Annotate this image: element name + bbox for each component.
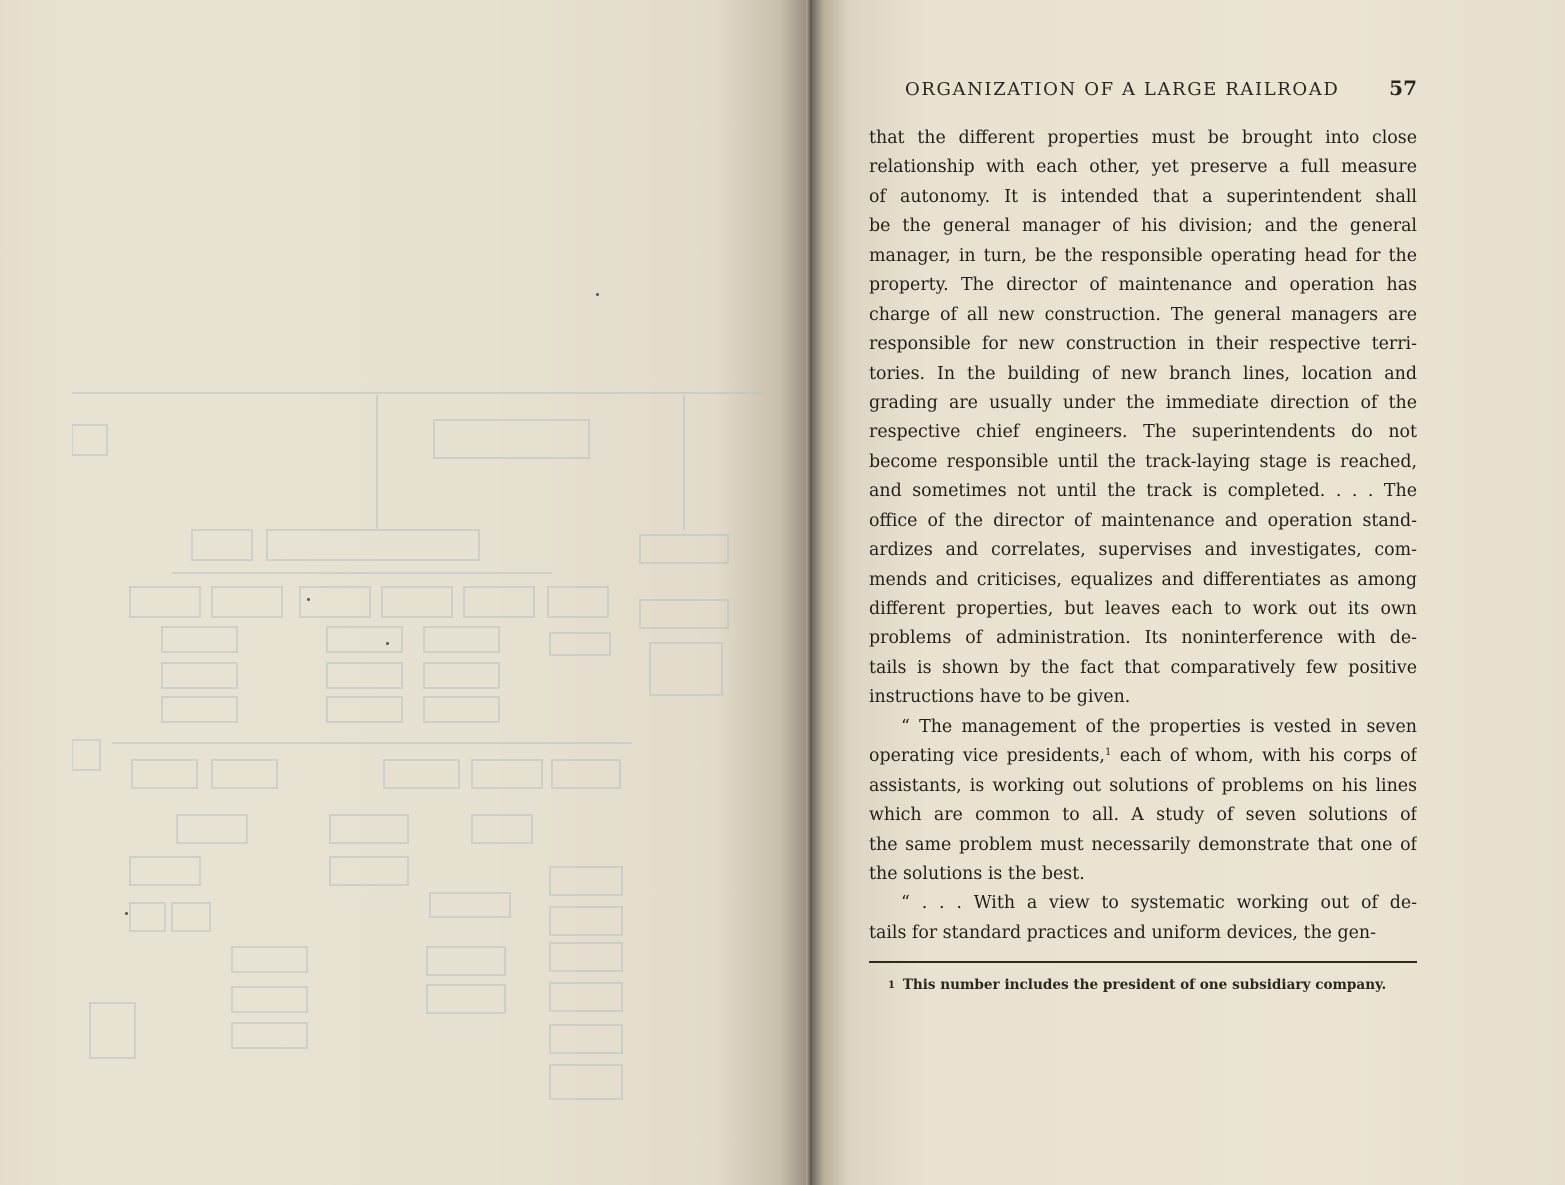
text-line: tails is shown by the fact that comparatively few positive — [869, 657, 1417, 678]
text-line: office of the director of maintenance and operation stand- — [869, 510, 1417, 531]
footnote — [888, 977, 1418, 993]
text-line: “ . . . With a view to systematic working out of de- — [901, 893, 1417, 914]
text-line: tails for standard practices and uniform devices, the gen- — [869, 922, 1376, 943]
text-line: of autonomy. It is intended that a superintendent shall — [869, 186, 1417, 207]
show-through-org-chart — [72, 375, 762, 1115]
running-head — [905, 76, 1417, 102]
text-line: “ The management of the properties is vested in seven — [901, 716, 1417, 737]
footnote-reference: 1 — [1104, 747, 1112, 759]
text-line: charge of all new construction. The general managers are — [869, 304, 1417, 325]
page-number: 57 — [1389, 76, 1417, 100]
running-head-title: ORGANIZATION OF A LARGE RAILROAD — [905, 79, 1340, 100]
text-line: respective chief engineers. The superintendents do not — [869, 422, 1417, 443]
text-line: assistants, is working out solutions of problems on his lines — [869, 775, 1417, 796]
paper-speck — [125, 912, 128, 915]
text-line: ardizes and correlates, supervises and investigates, com- — [869, 540, 1417, 561]
text-line: which are common to all. A study of seven solutions of — [869, 805, 1417, 826]
footnote-text: This number includes the president of one subsidiary company. — [902, 977, 1387, 993]
text-line: problems of administration. Its noninterference with de- — [869, 628, 1417, 649]
text-line: the same problem must necessarily demonstrate that one of — [869, 834, 1417, 855]
footnote-number: 1 — [888, 980, 895, 991]
text-line: the solutions is the best. — [869, 863, 1085, 884]
text-line: be the general manager of his division; and the general — [869, 216, 1417, 237]
text-line: and sometimes not until the track is completed. . . . The — [869, 481, 1417, 502]
paper-speck — [386, 642, 389, 645]
text-line: relationship with each other, yet preserve a full measure — [869, 157, 1417, 178]
text-line: tories. In the building of new branch lines, location and — [869, 363, 1417, 384]
paper-speck — [307, 598, 310, 601]
text-line: mends and criticises, equalizes and differentiates as among — [869, 569, 1417, 590]
text-line: responsible for new construction in their respective terri- — [869, 334, 1417, 355]
text-line: property. The director of maintenance and operation has — [869, 275, 1417, 296]
text-line: grading are usually under the immediate direction of the — [869, 392, 1417, 413]
paper-speck — [596, 293, 599, 296]
text-line: manager, in turn, be the responsible operating head for the — [869, 245, 1417, 266]
text-line: that the different properties must be brought into close — [869, 128, 1417, 148]
footnote-rule — [869, 961, 1417, 963]
text-line: operating vice presidents,$^1$ each of whom, with his corps of — [869, 746, 1417, 767]
text-line: instructions have to be given. — [869, 687, 1131, 708]
text-line: different properties, but leaves each to work out its own — [869, 599, 1417, 619]
body-text — [869, 124, 1417, 948]
text-line: become responsible until the track-laying stage is reached, — [869, 451, 1417, 472]
